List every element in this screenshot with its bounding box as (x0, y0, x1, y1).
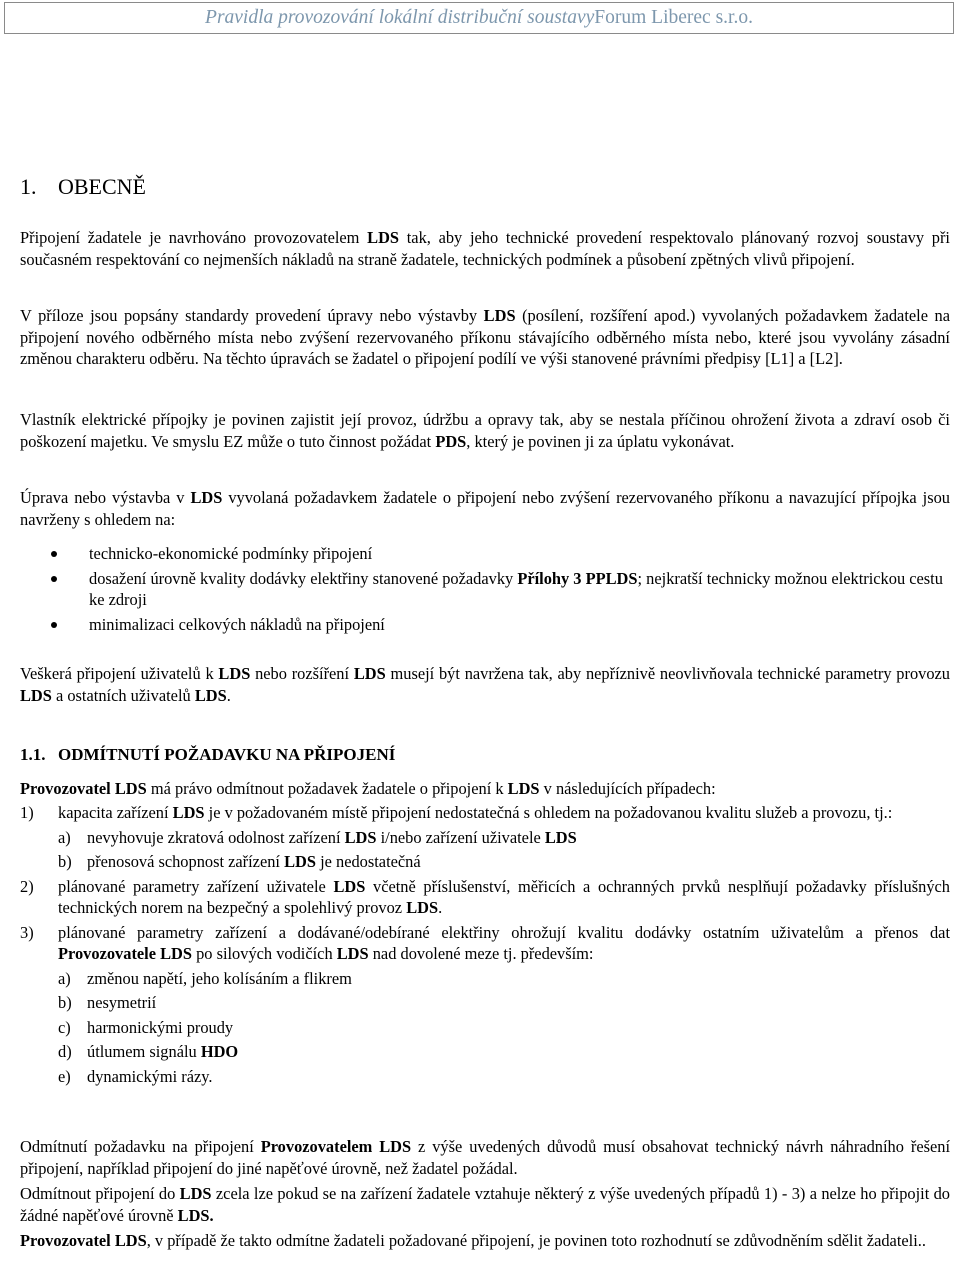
text-run: Vlastník elektrické přípojky je povinen zajistit její provoz, údržbu a opravy tak, aby se nestala příčinou ohrožení života a zdraví osob či poškození majetku. Ve smyslu EZ může o tuto činnost požádat (20, 410, 950, 451)
text-run: Připojení žadatele je navrhováno provozovatelem (20, 228, 368, 247)
list-item (20, 568, 950, 611)
bold-text: LDS (544, 827, 577, 847)
bold-text: HDO (200, 1042, 239, 1061)
text-run: plánované parametry zařízení uživatele (58, 876, 334, 896)
list-item (58, 968, 950, 990)
text-run: technicko-ekonomické podmínky připojení (89, 544, 373, 563)
text-run: včetně příslušenství, měřicích a ochranných prvků nesplňují požadavky příslušných technických norem na bezpečný a spolehlivý provoz (58, 876, 950, 917)
text-run: a ostatních uživatelů (51, 685, 195, 705)
text-run: tak, aby jeho technické provedení respektovalo plánovaný rozvoj soustavy při současném respektování co nejmenších nákladů na straně žadatele, technických podmínek a působení zpětných vlivů připojení. (20, 228, 950, 269)
bold-text: LDS (483, 306, 516, 325)
section-heading-1 (20, 174, 950, 200)
list-item (58, 1066, 950, 1088)
text-run: dosažení úrovně kvality dodávky elektřiny stanovené požadavky (89, 568, 518, 588)
text-run: zcela lze pokud se na zařízení žadatele vztahuje některý z výše uvedených případů 1) - 3) a nelze ho připojit do žádné napěťové úrovně (20, 1184, 951, 1225)
bold-text: Provozovatel LDS (20, 779, 147, 798)
text-run: V příloze jsou popsány standardy provedení úpravy nebo výstavby (20, 306, 484, 325)
list-item (20, 876, 950, 919)
text-run: nebo rozšíření (250, 664, 354, 683)
section-title: OBECNĚ (58, 174, 146, 199)
bold-text: Provozovatel LDS (20, 1231, 147, 1250)
text-run: nesymetrií (87, 993, 157, 1012)
list-marker: d) (58, 1042, 72, 1061)
paragraph-owner-duties (20, 409, 950, 452)
text-run: kapacita zařízení (58, 803, 173, 822)
list-marker: 1) (20, 803, 34, 822)
text-run: , který je povinen ji za úplatu vykonávat. (466, 431, 735, 451)
paragraph-connections (20, 663, 950, 706)
list-item (58, 1041, 950, 1063)
text-run: změnou napětí, jeho kolísáním a flikrem (87, 968, 352, 988)
list-item (58, 827, 950, 849)
bold-text: PDS (435, 431, 467, 451)
bold-text: LDS (172, 803, 205, 822)
list-marker: b) (58, 852, 72, 871)
text-run: plánované parametry zařízení a dodávané/odebírané elektřiny ohrožují kvalitu dodávky ostatním uživatelům a přenos dat (58, 922, 950, 942)
text-run: nad dovolené meze tj. především: (368, 944, 594, 963)
list-item (58, 992, 950, 1014)
section-heading-1-1 (20, 744, 950, 766)
list-marker: 3) (20, 922, 34, 942)
paragraph-intro (20, 227, 950, 270)
text-run: přenosová schopnost zařízení (87, 852, 285, 871)
bold-text: Provozovatele LDS (58, 944, 192, 963)
text-run: harmonickými proudy (87, 1017, 234, 1037)
section-number: 1.1. (20, 745, 46, 764)
list-marker: a) (58, 968, 71, 988)
text-run: i/nebo zařízení uživatele (376, 827, 545, 847)
text-run: je v požadovaném místě připojení nedostatečná s ohledem na požadovanou kvalitu služeb a provozu, tj.: (204, 803, 893, 822)
page-header (4, 2, 954, 34)
text-run: má právo odmítnout požadavek žadatele o připojení k (146, 779, 508, 798)
bold-text: LDS (336, 944, 369, 963)
text-run: z výše uvedených důvodů musí obsahovat technický návrh náhradního řešení připojení, například připojení do jiné napěťové úrovně, než žadatel požádal. (20, 1137, 950, 1178)
bold-text: LDS (353, 664, 386, 683)
header-title-company: Forum Liberec s.r.o. (594, 7, 753, 29)
list-item (58, 1017, 950, 1039)
text-run: po silových vodičích (191, 944, 337, 963)
paragraph-full-refusal (20, 1183, 950, 1226)
text-run: útlumem signálu (87, 1042, 201, 1061)
text-run: , v případě že takto odmítne žadateli požadované připojení, je povinen toto rozhodnutí se zdůvodněním sdělit žadateli.. (146, 1231, 926, 1250)
list-marker: e) (58, 1066, 71, 1086)
bold-text: Přílohy 3 PPLDS (517, 568, 638, 588)
sub-list (58, 968, 950, 1088)
refusal-cases-list (20, 802, 950, 1087)
bold-text: LDS (194, 685, 227, 705)
list-item (20, 802, 950, 873)
text-run: nevyhovuje zkratová odolnost zařízení (87, 827, 345, 847)
bold-text: LDS (367, 228, 400, 247)
text-run: vyvolaná požadavkem žadatele o připojení nebo zvýšení rezervovaného příkonu a navazující přípojka jsou navrženy s ohledem na: (20, 488, 950, 529)
text-run: ; nejkratší technicky možnou elektrickou cestu ke zdroji (89, 568, 943, 609)
list-item (58, 851, 950, 873)
text-run: musejí být navržena tak, aby nepříznivě neovlivňovala technické parametry provozu (385, 664, 951, 683)
text-run: Odmítnout připojení do (20, 1184, 180, 1203)
bold-text: LDS (406, 898, 439, 917)
list-marker: a) (58, 827, 71, 847)
bold-text: LDS (333, 876, 366, 896)
list-item (20, 614, 950, 636)
bold-text: LDS (20, 685, 52, 705)
paragraph-refusal-notice (20, 1230, 950, 1252)
text-run: Úprava nebo výstavba v (20, 488, 191, 507)
sub-list (58, 827, 950, 873)
bold-text: LDS (344, 827, 377, 847)
list-item (20, 543, 950, 565)
text-run: . (226, 685, 231, 705)
header-title-italic: Pravidla provozování lokální distribuční soustavy (205, 7, 595, 29)
bold-text: LDS. (177, 1205, 214, 1225)
text-run: v následujících případech: (539, 779, 716, 798)
paragraph-refusal-intro (20, 778, 950, 800)
text-run: Odmítnutí požadavku na připojení (20, 1137, 261, 1156)
text-run: . (438, 898, 443, 917)
bold-text: LDS (190, 488, 223, 507)
section-number: 1. (20, 174, 37, 199)
criteria-list (20, 543, 950, 635)
bold-text: LDS (284, 852, 316, 871)
paragraph-design-criteria (20, 487, 950, 530)
text-run: (posílení, rozšíření apod.) vyvolaných požadavkem žadatele na připojení nového odběrného místa nebo zvýšení rezervovaného příkonu stávajícího odběrného místa nebo, které jsou vyvolány zásadní změnou charakteru odběru. Na těchto úpravách se žadatel o připojení podílí ve výši stanovené právními předpisy [L1] a [L2]. (20, 306, 950, 368)
list-marker: b) (58, 993, 72, 1012)
bold-text: LDS (507, 779, 540, 798)
text-run: je nedostatečná (315, 852, 421, 871)
section-title: ODMÍTNUTÍ POŽADAVKU NA PŘIPOJENÍ (58, 745, 396, 764)
text-run: Veškerá připojení uživatelů k (20, 664, 219, 683)
paragraph-standards (20, 305, 950, 370)
bold-text: Provozovatelem LDS (260, 1137, 412, 1156)
list-marker: 2) (20, 876, 34, 896)
text-run: minimalizaci celkových nákladů na připojení (89, 614, 385, 634)
bold-text: LDS (218, 664, 251, 683)
list-marker: c) (58, 1017, 71, 1037)
text-run: dynamickými rázy. (87, 1066, 213, 1086)
bold-text: LDS (179, 1184, 212, 1203)
paragraph-refusal-alternative (20, 1136, 950, 1179)
list-item (20, 922, 950, 1088)
